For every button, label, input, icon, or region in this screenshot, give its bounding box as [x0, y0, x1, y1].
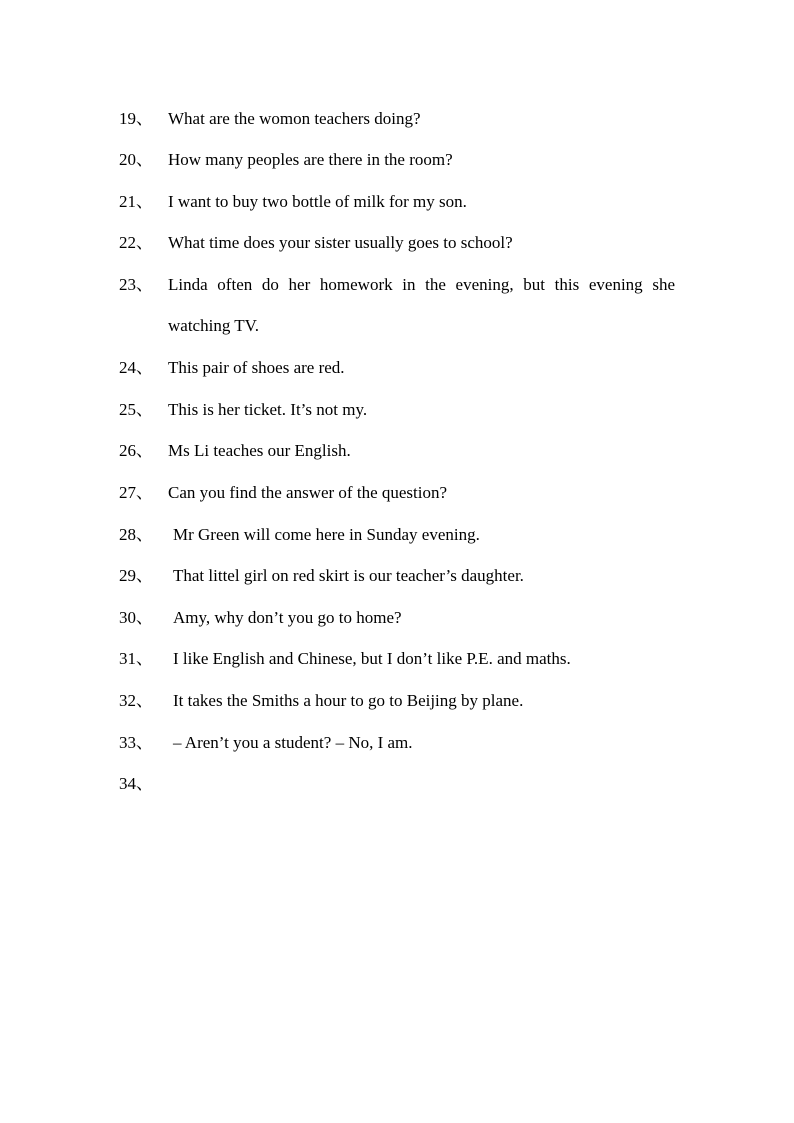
question-text-continuation: watching TV.	[168, 316, 259, 335]
question-text: What time does your sister usually goes to school?	[168, 233, 513, 252]
question-text: Amy, why don’t you go to home?	[173, 608, 402, 627]
question-text: How many peoples are there in the room?	[168, 150, 453, 169]
question-number: 33、	[119, 733, 153, 752]
question-text: I want to buy two bottle of milk for my son.	[168, 192, 467, 211]
question-number: 28、	[119, 525, 153, 544]
question-number: 34、	[119, 774, 153, 793]
question-number: 29、	[119, 566, 153, 585]
question-text: I like English and Chinese, but I don’t like P.E. and maths.	[173, 649, 571, 668]
question-text: Linda often do her homework in the evening, but this evening she	[168, 275, 675, 294]
question-number: 30、	[119, 608, 153, 627]
question-number: 25、	[119, 400, 153, 419]
question-text: – Aren’t you a student? – No, I am.	[173, 733, 413, 752]
question-text: Mr Green will come here in Sunday evening.	[173, 525, 480, 544]
question-number: 20、	[119, 150, 153, 169]
question-number: 21、	[119, 192, 153, 211]
question-number: 27、	[119, 483, 153, 502]
question-number: 31、	[119, 649, 153, 668]
question-text: What are the womon teachers doing?	[168, 109, 421, 128]
question-number: 24、	[119, 358, 153, 377]
question-number: 26、	[119, 441, 153, 460]
question-text: Ms Li teaches our English.	[168, 441, 351, 460]
question-number: 23、	[119, 275, 153, 294]
question-text: Can you find the answer of the question?	[168, 483, 448, 502]
question-number: 19、	[119, 109, 153, 128]
question-text: This pair of shoes are red.	[168, 358, 345, 377]
question-number: 22、	[119, 233, 153, 252]
question-text: It takes the Smiths a hour to go to Beijing by plane.	[173, 691, 524, 710]
question-text: That littel girl on red skirt is our teacher’s daughter.	[173, 566, 524, 585]
question-text: This is her ticket. It’s not my.	[168, 400, 368, 419]
question-number: 32、	[119, 691, 153, 710]
